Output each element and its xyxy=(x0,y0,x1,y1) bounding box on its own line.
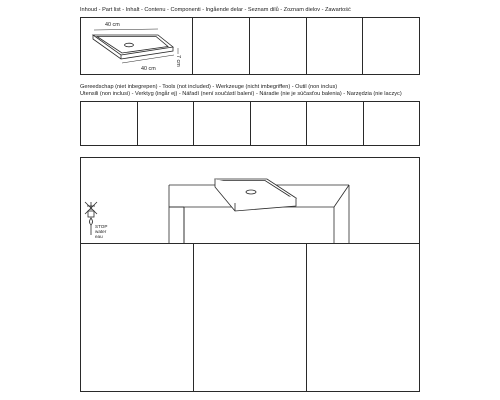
parts-list-cell xyxy=(249,18,306,74)
installation-step-overview xyxy=(81,158,419,244)
installation-step-cell xyxy=(81,244,193,391)
tools-grid xyxy=(80,101,420,146)
tools-header-line2: Utensili (non inclusi) - Verktyg (ingår ej) - Nářadí (není součástí balení) - Náradie (nie je súčasťou balenia) - Narzędzia (nie laczyc) xyxy=(80,91,402,97)
installation-step-cell xyxy=(193,244,306,391)
water-label: water xyxy=(95,229,107,234)
tools-cell xyxy=(81,102,137,145)
parts-list-header: Inhoud - Part list - Inhalt - Contenu - Componenti - Ingående delar - Seznam dilů - Zoznam dielov - Zawartość xyxy=(80,7,351,13)
parts-list-cell xyxy=(306,18,363,74)
dimension-height-label: 7 cm xyxy=(175,55,181,67)
tools-cell xyxy=(306,102,363,145)
tools-cell xyxy=(137,102,194,145)
sink-drawing xyxy=(81,18,193,76)
tools-cell xyxy=(363,102,420,145)
installation-steps-row xyxy=(81,244,419,391)
installation-panel xyxy=(80,157,420,392)
tools-header-line1: Gereedschap (niet inbegrepen) - Tools (not included) - Werkzeuge (nicht imbegriffen) - Outil (non inclus) xyxy=(80,84,338,90)
water-label-fr: eau xyxy=(95,234,103,239)
stop-label: STOP xyxy=(95,224,108,229)
parts-list-grid xyxy=(80,17,420,75)
parts-list-cell-sink xyxy=(81,18,192,74)
installation-step-cell xyxy=(306,244,419,391)
stop-label-group xyxy=(95,224,107,239)
countertop-with-sink-drawing xyxy=(81,158,419,244)
dimension-depth-label: 40 cm xyxy=(141,66,156,72)
dimension-width-label: 40 cm xyxy=(105,22,120,28)
tools-cell xyxy=(193,102,250,145)
tools-cell xyxy=(250,102,307,145)
parts-list-cell xyxy=(362,18,419,74)
parts-list-cell xyxy=(192,18,249,74)
